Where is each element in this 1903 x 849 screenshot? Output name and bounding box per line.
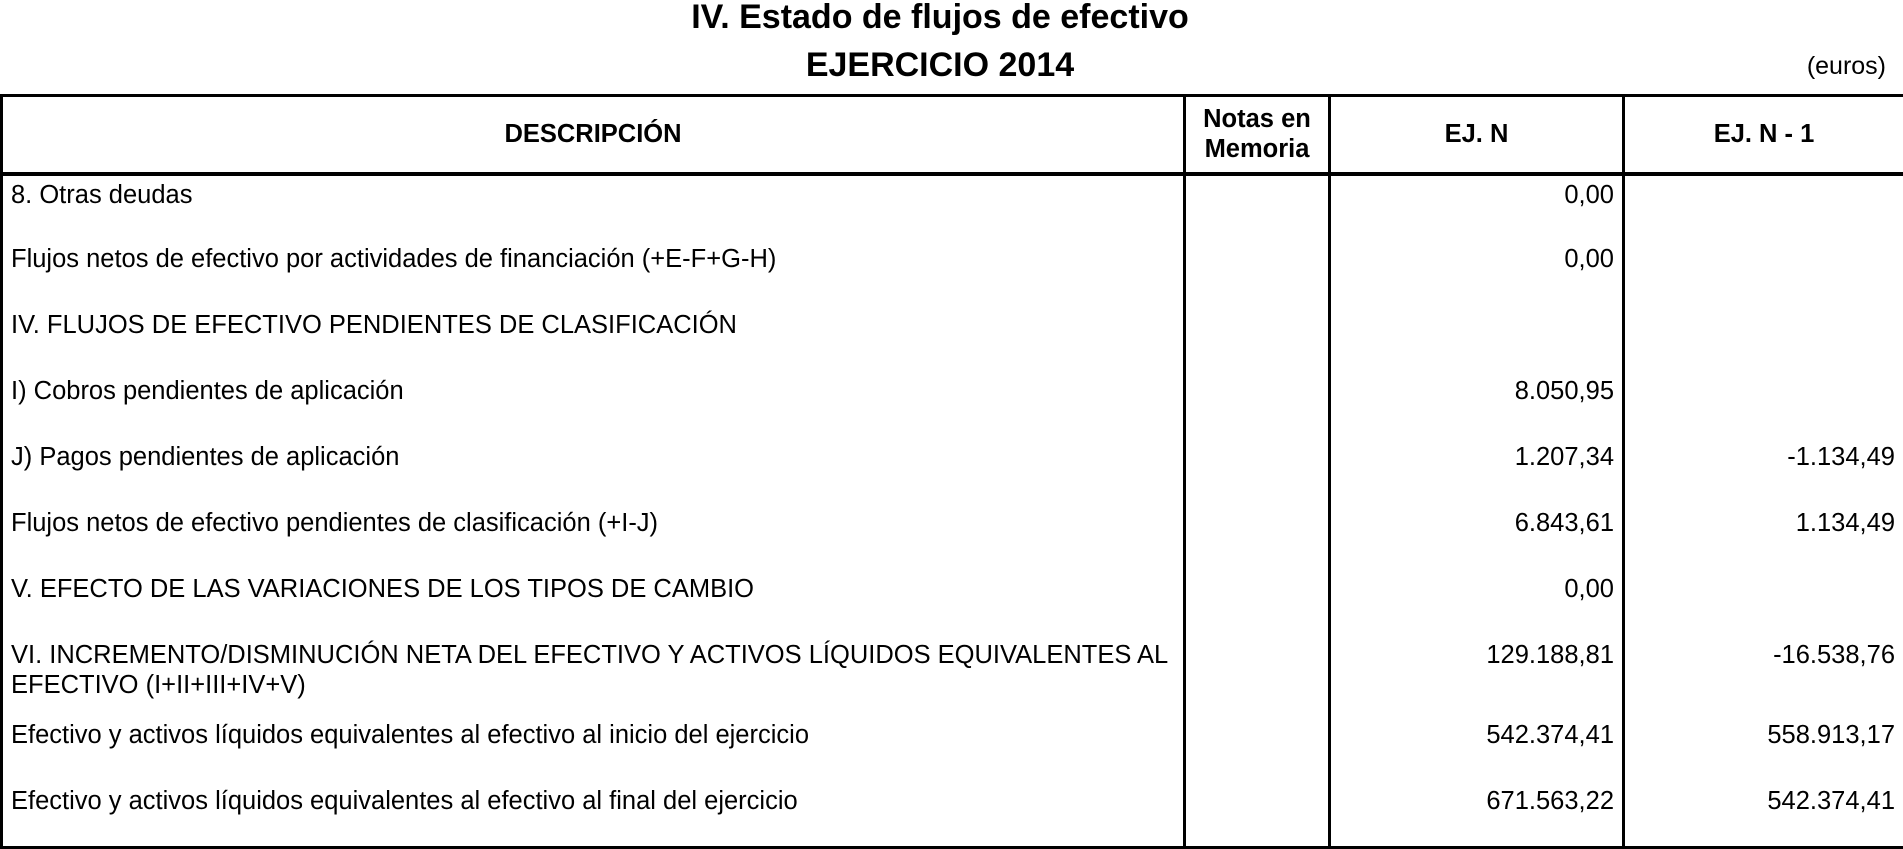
row-value-previous bbox=[1624, 174, 1903, 240]
row-value-current bbox=[1330, 306, 1624, 372]
row-notes bbox=[1185, 240, 1330, 306]
table-row bbox=[2, 438, 1903, 504]
table-row bbox=[2, 504, 1903, 570]
row-value-current: 0,00 bbox=[1330, 570, 1624, 636]
row-value-previous: 1.134,49 bbox=[1624, 504, 1903, 570]
row-description: V. EFECTO DE LAS VARIACIONES DE LOS TIPOS DE CAMBIO bbox=[2, 570, 1185, 636]
row-description: Flujos netos de efectivo pendientes de clasificación (+I-J) bbox=[2, 504, 1185, 570]
table-row bbox=[2, 174, 1903, 240]
row-value-current: 671.563,22 bbox=[1330, 782, 1624, 848]
column-header-description: DESCRIPCIÓN bbox=[2, 96, 1185, 174]
row-value-current: 1.207,34 bbox=[1330, 438, 1624, 504]
row-description: IV. FLUJOS DE EFECTIVO PENDIENTES DE CLASIFICACIÓN bbox=[2, 306, 1185, 372]
row-description: Efectivo y activos líquidos equivalentes al efectivo al inicio del ejercicio bbox=[2, 716, 1185, 782]
table-row bbox=[2, 570, 1903, 636]
page-title: IV. Estado de flujos de efectivo bbox=[0, 0, 1880, 37]
row-value-previous bbox=[1624, 240, 1903, 306]
row-description: 8. Otras deudas bbox=[2, 174, 1185, 240]
row-value-previous bbox=[1624, 372, 1903, 438]
row-value-previous: 542.374,41 bbox=[1624, 782, 1903, 848]
row-value-previous bbox=[1624, 570, 1903, 636]
column-header-current-year: EJ. N bbox=[1330, 96, 1624, 174]
row-value-previous bbox=[1624, 306, 1903, 372]
table-row bbox=[2, 306, 1903, 372]
row-notes bbox=[1185, 782, 1330, 848]
row-value-previous: -16.538,76 bbox=[1624, 636, 1903, 716]
row-notes bbox=[1185, 716, 1330, 782]
table-row bbox=[2, 636, 1903, 716]
column-header-notes: Notas en Memoria bbox=[1185, 96, 1330, 174]
row-value-current: 0,00 bbox=[1330, 174, 1624, 240]
table-row bbox=[2, 240, 1903, 306]
row-description: Flujos netos de efectivo por actividades de financiación (+E-F+G-H) bbox=[2, 240, 1185, 306]
row-notes bbox=[1185, 372, 1330, 438]
fiscal-year-heading: EJERCICIO 2014 bbox=[0, 45, 1880, 85]
table-header-row bbox=[2, 96, 1903, 174]
row-description: I) Cobros pendientes de aplicación bbox=[2, 372, 1185, 438]
row-value-current: 8.050,95 bbox=[1330, 372, 1624, 438]
column-header-previous-year: EJ. N - 1 bbox=[1624, 96, 1903, 174]
row-notes bbox=[1185, 438, 1330, 504]
row-value-current: 129.188,81 bbox=[1330, 636, 1624, 716]
table-row bbox=[2, 716, 1903, 782]
row-notes bbox=[1185, 636, 1330, 716]
row-description: Efectivo y activos líquidos equivalentes al efectivo al final del ejercicio bbox=[2, 782, 1185, 848]
row-value-previous: 558.913,17 bbox=[1624, 716, 1903, 782]
row-value-previous: -1.134,49 bbox=[1624, 438, 1903, 504]
row-notes bbox=[1185, 174, 1330, 240]
row-value-current: 0,00 bbox=[1330, 240, 1624, 306]
row-notes bbox=[1185, 306, 1330, 372]
table-row bbox=[2, 782, 1903, 848]
row-description: J) Pagos pendientes de aplicación bbox=[2, 438, 1185, 504]
row-notes bbox=[1185, 504, 1330, 570]
row-description: VI. INCREMENTO/DISMINUCIÓN NETA DEL EFECTIVO Y ACTIVOS LÍQUIDOS EQUIVALENTES AL EFECTIVO (I+II+III+IV+V) bbox=[2, 636, 1185, 716]
row-value-current: 542.374,41 bbox=[1330, 716, 1624, 782]
table-row bbox=[2, 372, 1903, 438]
cash-flow-table bbox=[0, 94, 1903, 849]
row-value-current: 6.843,61 bbox=[1330, 504, 1624, 570]
currency-units: (euros) bbox=[1807, 50, 1886, 82]
row-notes bbox=[1185, 570, 1330, 636]
